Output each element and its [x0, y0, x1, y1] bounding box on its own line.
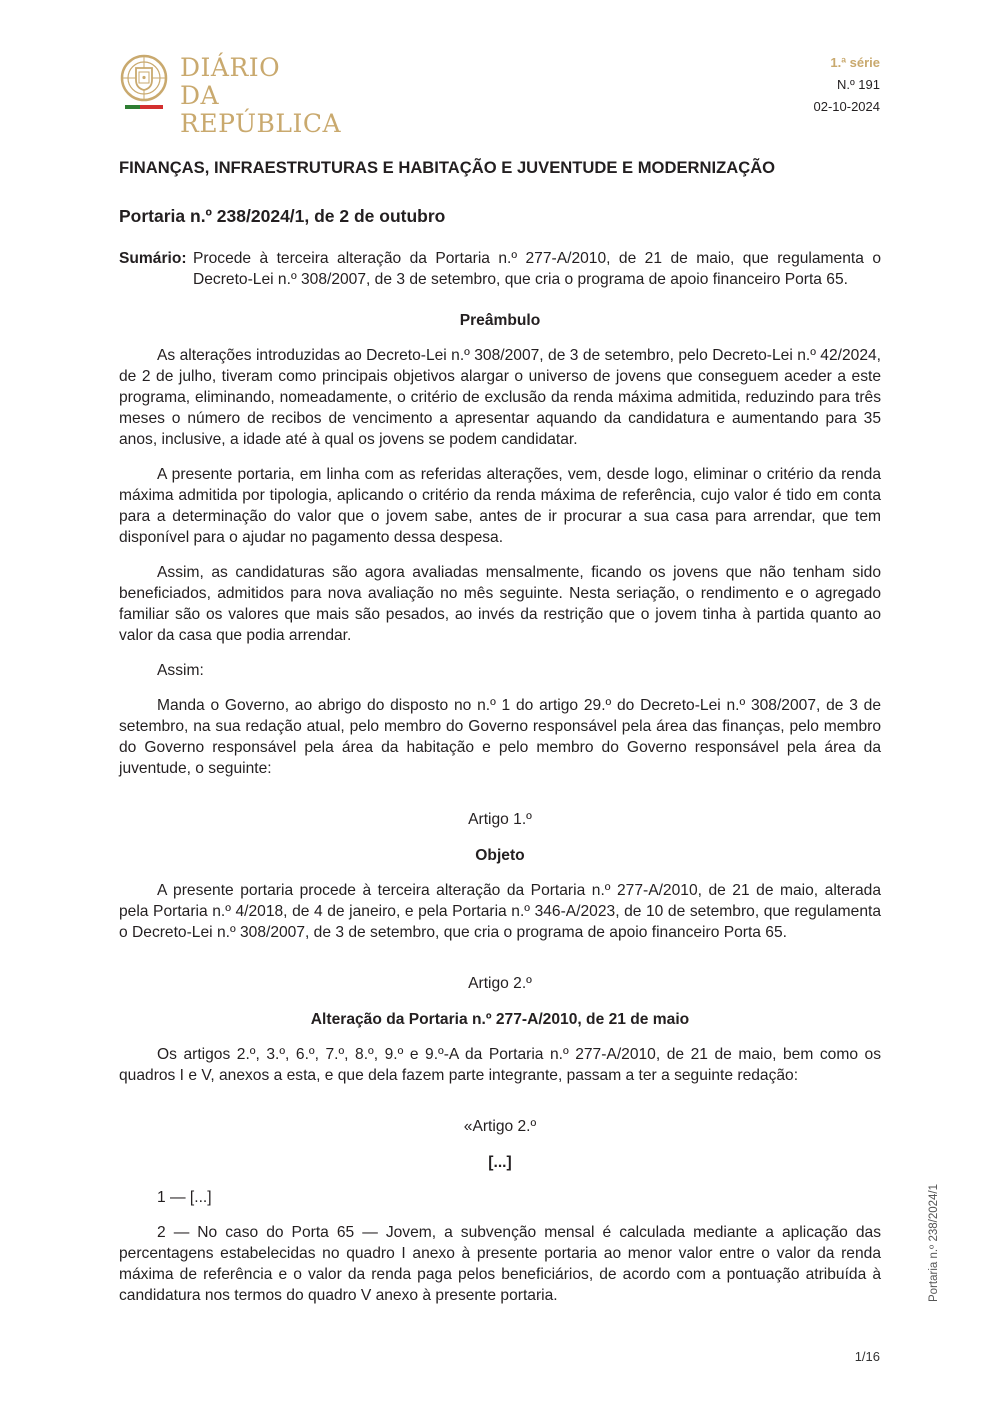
logo-wordmark: [180, 54, 379, 138]
sumario-text: Procede à terceira alteração da Portaria n.º 277-A/2010, de 21 de maio, que regulamenta o Decreto-Lei n.º 308/2007, de 3 de setembro, que cria o programa de apoio financeiro Porta 65.: [193, 250, 881, 288]
artigo-2-title: Alteração da Portaria n.º 277-A/2010, de 21 de maio: [310, 1011, 690, 1028]
artigo-2-number: Artigo 2.º: [468, 975, 532, 992]
artigo-1-number: Artigo 1.º: [468, 811, 532, 828]
issue-info: [814, 52, 881, 118]
preambulo-paragraph: A presente portaria, em linha com as referidas alterações, vem, desde logo, eliminar o critério da renda máxima admitida por tipologia, aplicando o critério da renda máxima de referência, cujo valor é tido em conta para a determinação do valor que o jovem sabe, antes de ir procurar a sua casa para arrendar, que tem disponível para o ajudar no pagamento dessa despesa.: [119, 466, 881, 546]
issue-number: N.º 191: [836, 77, 880, 92]
diario-republica-logo: [119, 53, 379, 138]
artigo-1-title: Objeto: [475, 847, 525, 864]
preambulo-paragraph: As alterações introduzidas ao Decreto-Lei n.º 308/2007, de 3 de setembro, pelo Decreto-Lei n.º 42/2024, de 2 de julho, tiveram como principais objetivos alargar o universo de jovens que conseguem aceder a este programa, eliminando, nomeadamente, o critério de exclusão da renda máxima admitida, reduzindo para três meses o número de recibos de vencimento a apresentar aquando da candidatura e aumentando para 35 anos, inclusive, a idade até à qual os jovens se podem candidatar.: [119, 347, 881, 448]
preambulo-heading: Preâmbulo: [459, 312, 541, 329]
issue-date: 02-10-2024: [813, 99, 880, 114]
sumario-label: Sumário:: [119, 250, 187, 267]
preambulo-paragraph: Assim:: [157, 662, 204, 679]
quoted-item-2: 2 — No caso do Porta 65 — Jovem, a subvenção mensal é calculada mediante a aplicação das percentagens estabelecidas no quadro I anexo à presente portaria ao menor valor entre o valor da renda máxima de referência e o valor da renda paga pelos beneficiários, de acordo com a pontuação atribuída à candidatura nos termos do quadro V anexo à presente portaria.: [119, 1224, 881, 1304]
side-reference: Portaria n.º 238/2024/1: [928, 1183, 940, 1302]
sumario: [119, 248, 881, 290]
portugal-flag-stripe: [125, 105, 163, 109]
artigo-1-text: A presente portaria procede à terceira alteração da Portaria n.º 277-A/2010, de 21 de maio, alterada pela Portaria n.º 4/2018, de 4 de janeiro, e pela Portaria n.º 346-A/2023, de 10 de setembro, que regulamenta o Decreto-Lei n.º 308/2007, de 3 de setembro, que cria o programa de apoio financeiro Porta 65.: [119, 882, 881, 941]
coat-of-arms-icon: [119, 53, 169, 103]
preambulo-paragraph: Assim, as candidaturas são agora avaliadas mensalmente, ficando os jovens que não tenham sido beneficiados, admitidos para nova avaliação no mês seguinte. Nesta seriação, o rendimento e o agregado familiar são os valores que mais são pesados, ao invés da restrição que o jovem tinha à partida quanto ao valor da casa que podia arrendar.: [119, 564, 881, 644]
artigo-2-text: Os artigos 2.º, 3.º, 6.º, 7.º, 8.º, 9.º e 9.º-A da Portaria n.º 277-A/2010, de 21 de maio, bem como os quadros I e V, anexos a esta, e que dela fazem parte integrante, passam a ter a seguinte redação:: [119, 1046, 881, 1084]
quoted-artigo-2-number: «Artigo 2.º: [463, 1118, 537, 1135]
document-body: [119, 157, 881, 1320]
preambulo-paragraph: Manda o Governo, ao abrigo do disposto no n.º 1 do artigo 29.º do Decreto-Lei n.º 308/2007, de 3 de setembro, na sua redação atual, pelo membro do Governo responsável pela área das finanças, pelo membro do Governo responsável pela área da habitação e pelo membro do Governo responsável pela área da juventude, o seguinte:: [119, 697, 881, 777]
serie-label: 1.ª série: [830, 55, 880, 70]
page-number: 1/16: [854, 1349, 880, 1364]
ministry-heading: FINANÇAS, INFRAESTRUTURAS E HABITAÇÃO E JUVENTUDE E MODERNIZAÇÃO: [119, 158, 776, 177]
logo-line-1: DIÁRIO: [180, 53, 281, 82]
quoted-artigo-2-title: [...]: [488, 1154, 512, 1171]
quoted-item-1: 1 — [...]: [157, 1189, 212, 1206]
logo-line-2: DA REPÚBLICA: [180, 81, 342, 138]
portaria-title: Portaria n.º 238/2024/1, de 2 de outubro: [119, 206, 446, 226]
